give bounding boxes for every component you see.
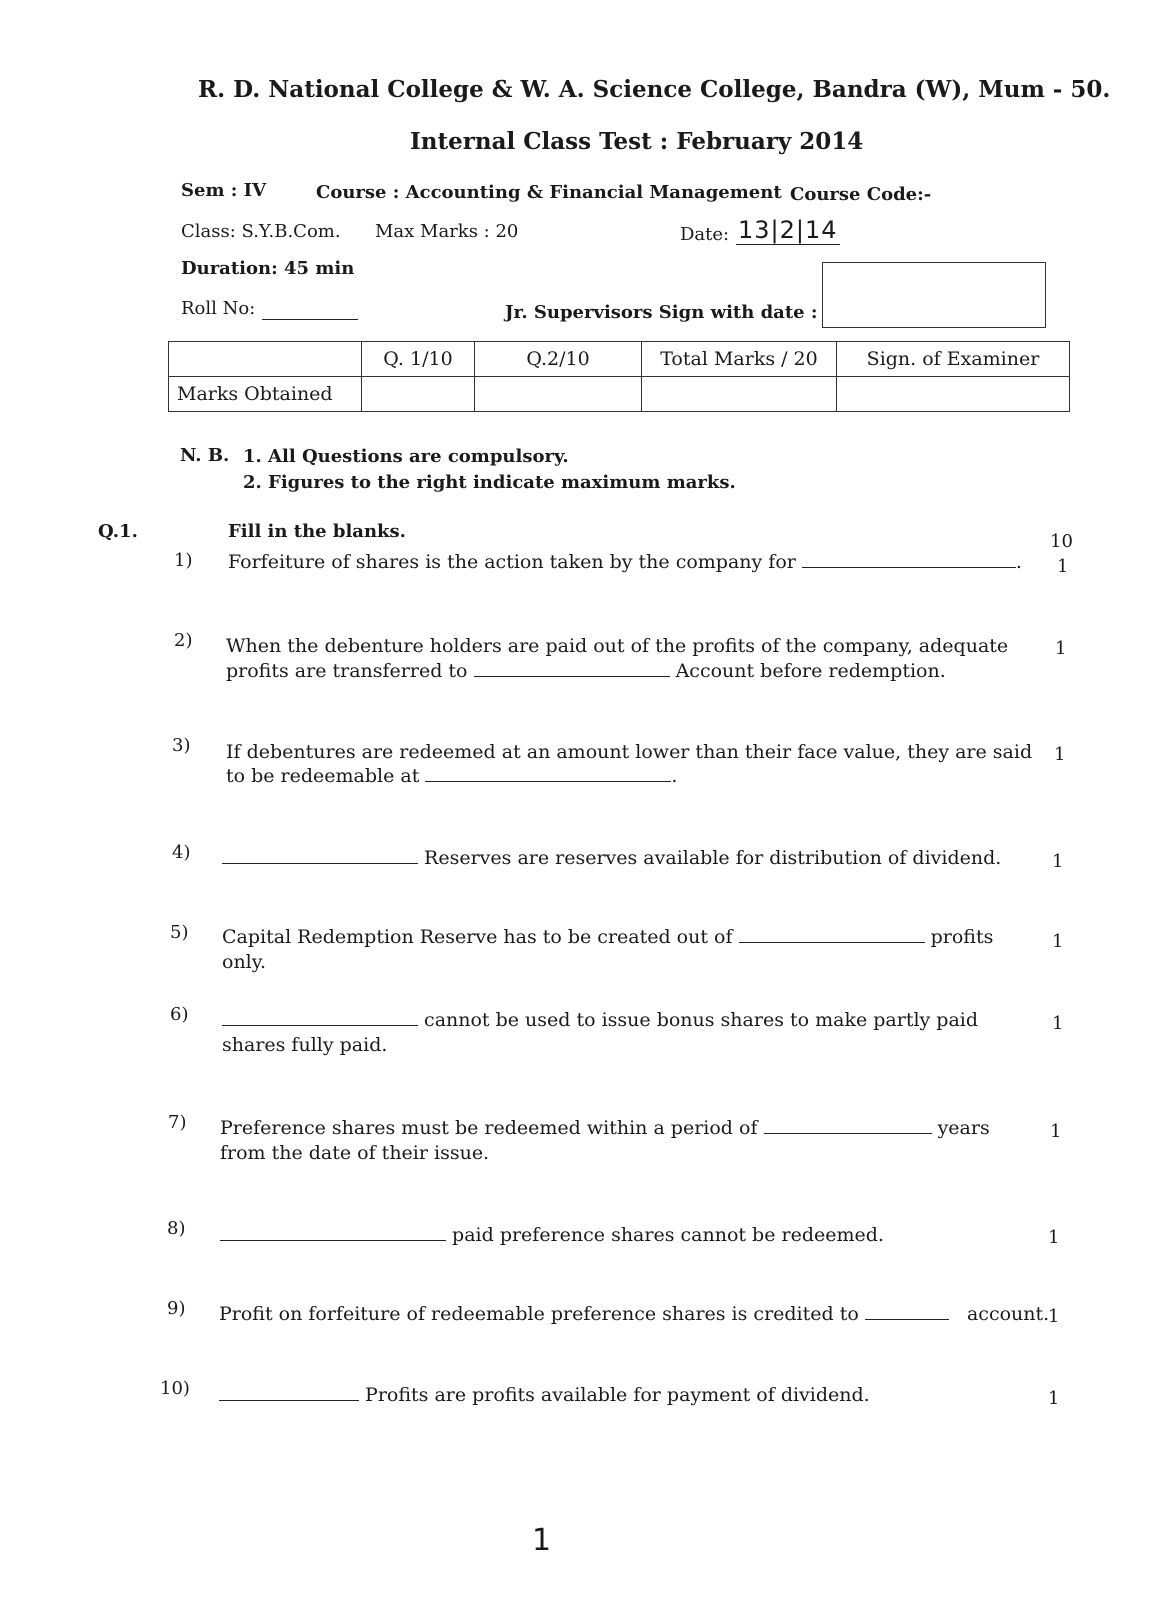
item-mark: 1: [1048, 1306, 1060, 1327]
header-examiner-sign: Sign. of Examiner: [837, 342, 1070, 377]
answer-blank[interactable]: [802, 566, 1016, 568]
marks-obtained-row: [169, 377, 1070, 412]
note-1: 1. All Questions are compulsory.: [243, 446, 569, 467]
item-mark: 1: [1055, 638, 1067, 659]
page-number: 1: [532, 1523, 552, 1558]
list-item: to be redeemable at .: [226, 765, 678, 787]
marks-cell-q2[interactable]: [475, 377, 642, 412]
notes-prefix: N. B.: [180, 445, 230, 466]
item-number: 8): [167, 1218, 186, 1239]
item-number: 6): [170, 1004, 189, 1025]
marks-table: [168, 341, 1070, 412]
question-label: Q.1.: [98, 521, 138, 542]
item-mark: 1: [1048, 1227, 1060, 1248]
marks-cell-examiner-sign[interactable]: [837, 377, 1070, 412]
header-total: Total Marks / 20: [642, 342, 837, 377]
list-item: Profits are profits available for payment of dividend.: [219, 1383, 870, 1408]
college-name: R. D. National College & W. A. Science College, Bandra (W), Mum - 50.: [198, 76, 1111, 103]
list-item-line: When the debenture holders are paid out of the profits of the company, adequate: [226, 635, 1009, 657]
item-number: 4): [172, 842, 191, 863]
answer-blank[interactable]: [425, 780, 671, 782]
note-2: 2. Figures to the right indicate maximum marks.: [243, 472, 736, 493]
answer-blank[interactable]: [474, 675, 670, 677]
item-number: 5): [170, 922, 189, 943]
item-mark: 1: [1050, 1121, 1062, 1142]
list-item: Reserves are reserves available for distribution of dividend.: [222, 846, 1001, 871]
supervisor-sign-box[interactable]: [822, 262, 1046, 328]
item-mark: 1: [1052, 931, 1064, 952]
table-header-row: [169, 342, 1070, 377]
item-mark: 1: [1057, 556, 1069, 577]
list-item: Profit on forfeiture of redeemable preference shares is credited to account.: [219, 1303, 1050, 1325]
answer-blank[interactable]: [219, 1399, 359, 1401]
answer-blank[interactable]: [739, 941, 925, 943]
item-mark: 1: [1048, 1388, 1060, 1409]
question-instruction: Fill in the blanks.: [228, 521, 406, 542]
item-number: 10): [160, 1378, 190, 1399]
test-title: Internal Class Test : February 2014: [410, 128, 864, 155]
list-item-line: only.: [222, 951, 267, 973]
roll-no-label: Roll No:: [181, 298, 256, 319]
marks-obtained-label: Marks Obtained: [169, 377, 362, 412]
header-q2: Q.2/10: [475, 342, 642, 377]
question-total-marks: 10: [1050, 531, 1073, 552]
answer-blank[interactable]: [222, 1024, 418, 1026]
item-number: 3): [172, 735, 191, 756]
answer-blank[interactable]: [222, 862, 418, 864]
list-item: Preference shares must be redeemed within a period of years: [220, 1117, 990, 1139]
handwritten-date: 13|2|14: [738, 216, 838, 244]
item-number: 1): [174, 550, 193, 571]
answer-blank[interactable]: [220, 1239, 446, 1241]
course-code: Course Code:-: [790, 184, 932, 205]
list-item: Capital Redemption Reserve has to be created out of profits: [222, 926, 994, 948]
list-item: paid preference shares cannot be redeemed.: [220, 1223, 884, 1248]
marks-cell-q1[interactable]: [362, 377, 475, 412]
marks-cell-total[interactable]: [642, 377, 837, 412]
header-cell-empty: [169, 342, 362, 377]
list-item: Forfeiture of shares is the action taken by the company for .: [228, 551, 1022, 573]
roll-no-blank[interactable]: [262, 318, 358, 320]
list-item: profits are transferred to Account before redemption.: [226, 660, 946, 682]
course-name: Course : Accounting & Financial Management: [316, 182, 782, 203]
supervisor-sign-label: Jr. Supervisors Sign with date :: [505, 302, 818, 323]
item-mark: 1: [1052, 851, 1064, 872]
date-label: Date:: [680, 224, 730, 245]
item-mark: 1: [1054, 744, 1066, 765]
item-number: 9): [167, 1298, 186, 1319]
answer-blank[interactable]: [764, 1132, 932, 1134]
list-item-line: shares fully paid.: [222, 1034, 388, 1056]
answer-blank[interactable]: [865, 1318, 949, 1320]
list-item-line: If debentures are redeemed at an amount lower than their face value, they are said: [226, 741, 1033, 763]
list-item-line: from the date of their issue.: [220, 1142, 490, 1164]
duration: Duration: 45 min: [181, 258, 355, 279]
item-number: 2): [174, 630, 193, 651]
list-item: cannot be used to issue bonus shares to make partly paid: [222, 1008, 978, 1033]
item-number: 7): [168, 1112, 187, 1133]
semester: Sem : IV: [181, 180, 267, 201]
item-mark: 1: [1052, 1013, 1064, 1034]
max-marks: Max Marks : 20: [375, 221, 519, 242]
header-q1: Q. 1/10: [362, 342, 475, 377]
class-label: Class: S.Y.B.Com.: [181, 221, 341, 242]
